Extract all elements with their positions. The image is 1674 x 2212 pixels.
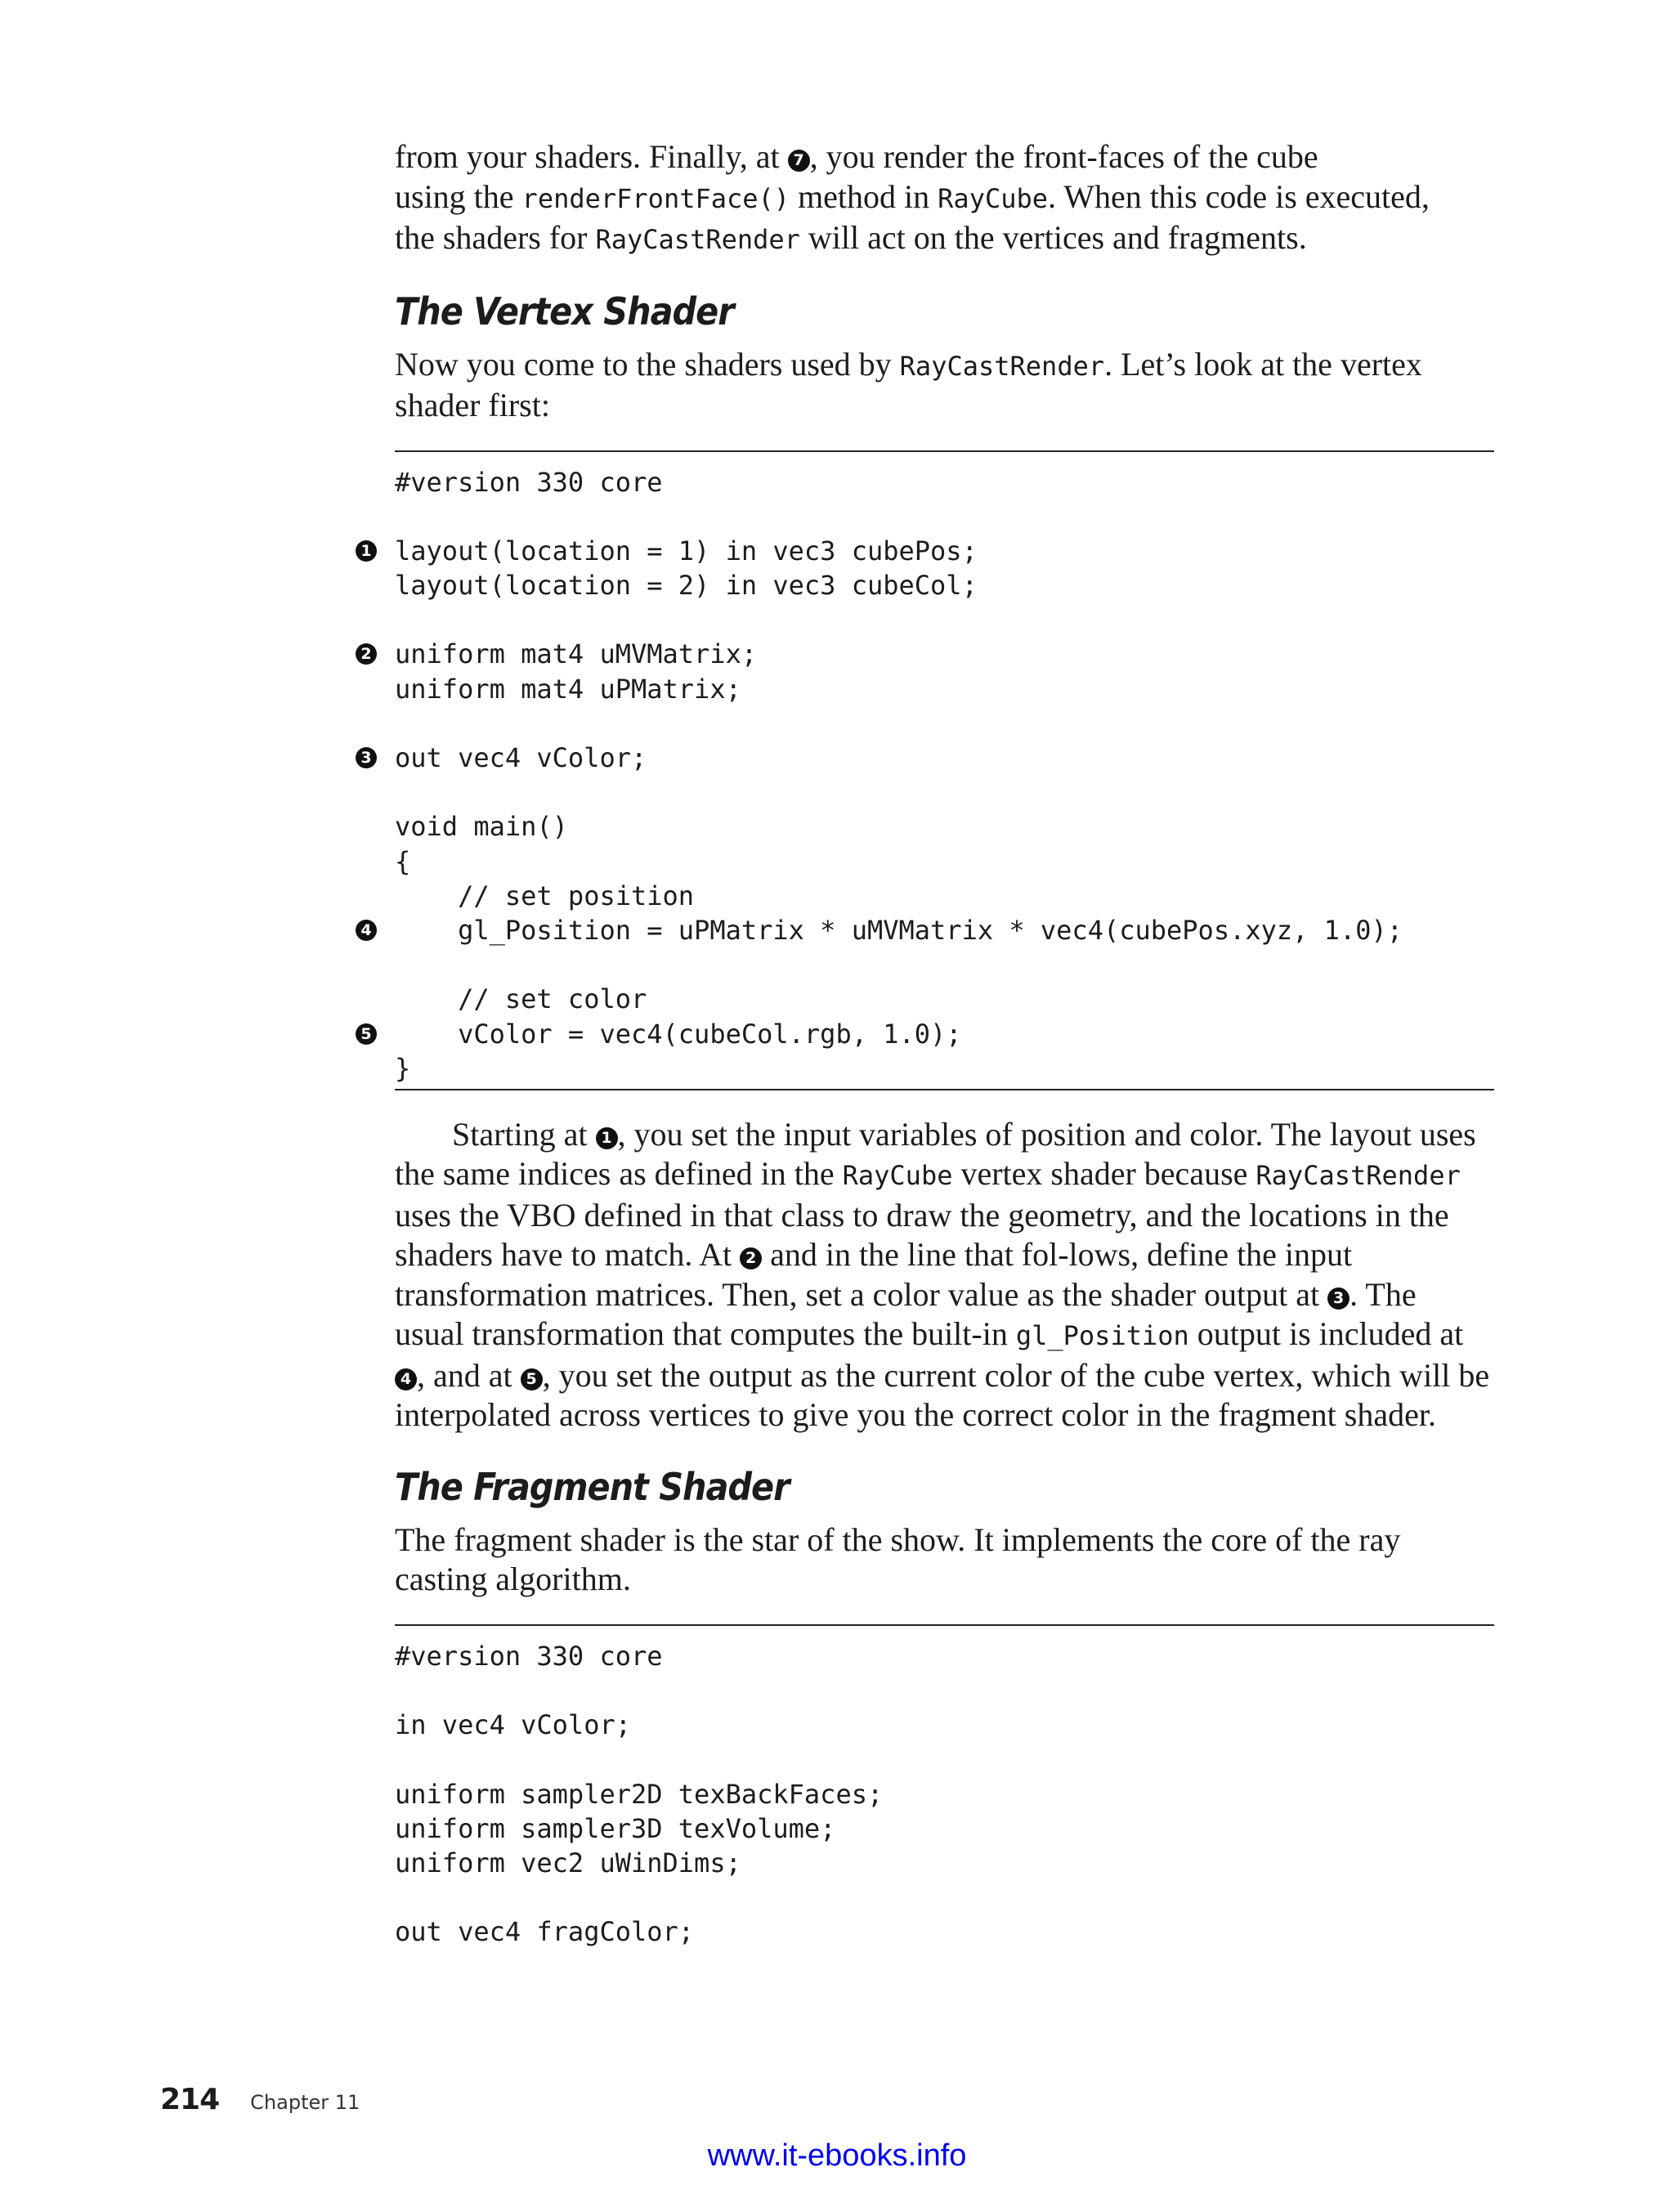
code-line: 3 out vec4 vColor; — [395, 741, 1490, 775]
code-line: uniform mat4 uPMatrix; — [395, 673, 741, 705]
code-line: // set color — [395, 983, 647, 1015]
chapter-label: Chapter 11 — [250, 2091, 360, 2114]
inline-code: gl_Position — [1015, 1320, 1189, 1352]
code-line: // set position — [395, 880, 695, 911]
page-footer — [160, 2083, 360, 2116]
callout-marker-1: 1 — [356, 540, 377, 562]
inline-code: RayCastRender — [899, 350, 1105, 382]
code-line: layout(location = 2) in vec3 cubeCol; — [395, 570, 978, 602]
page-content — [360, 137, 1490, 1950]
page-number: 214 — [160, 2083, 220, 2116]
code-line: 2 uniform mat4 uMVMatrix; — [395, 637, 1490, 671]
code-line: uniform vec2 uWinDims; — [395, 1847, 741, 1878]
fragment-shader-code — [395, 1639, 1490, 1950]
code-line: 1 layout(location = 1) in vec3 cubePos; — [395, 534, 1490, 568]
inline-code: RayCube — [938, 182, 1049, 214]
code-line: 5 vColor = vec4(cubeCol.rgb, 1.0); — [395, 1017, 1490, 1051]
explanation-paragraph: Starting at 1 , you set the input variables of position and color. The layout uses the same indices as defined in the RayCube vertex shader because RayCastRender uses the VBO defined in that class to draw the geometry, and the locations in the shaders have to match. At 2 and in the line that fol-lows, define the input transformation matrices. Then, set a color value as the shader output at 3 . The usual transformation that computes the built-in gl_Position output is included at 4 , and at 5 , you set the output as the current color of the cube vertex, which will be interpolated across vertices to give you the correct color in the fragment shader. — [395, 1115, 1490, 1434]
callout-marker-7: 7 — [788, 150, 810, 172]
callout-marker-3: 3 — [356, 747, 377, 768]
callout-marker-3: 3 — [1327, 1287, 1349, 1310]
callout-marker-4: 4 — [395, 1368, 417, 1390]
code-rule-top — [395, 1624, 1494, 1626]
callout-marker-4: 4 — [356, 920, 377, 941]
inline-code: RayCastRender — [595, 224, 800, 255]
callout-marker-2: 2 — [356, 643, 377, 665]
code-line: } — [395, 1052, 411, 1084]
intro-paragraph: from your shaders. Finally, at 7 , you render the front-faces of the cube using the renderFrontFace() method in RayCube. When this code is executed, the shaders for RayCastRender will act on the vertices and fragments. — [395, 138, 1430, 256]
inline-code: RayCube — [842, 1160, 953, 1192]
callout-marker-5: 5 — [521, 1368, 543, 1390]
inline-code: RayCastRender — [1256, 1160, 1461, 1192]
code-rule-top — [395, 450, 1494, 452]
code-line: in vec4 vColor; — [395, 1709, 631, 1741]
section-heading-vertex-shader: The Vertex Shader — [395, 289, 734, 334]
fragment-intro-paragraph: The fragment shader is the star of the show. It implements the core of the ray casting algorithm. — [395, 1520, 1401, 1598]
code-line: 4 gl_Position = uPMatrix * uMVMatrix * vec4(cubePos.xyz, 1.0); — [395, 913, 1490, 947]
code-line: uniform sampler2D texBackFaces; — [395, 1778, 884, 1810]
section-heading-fragment-shader: The Fragment Shader — [395, 1464, 790, 1509]
code-line: { — [395, 845, 411, 877]
inline-code: renderFrontFace() — [521, 182, 790, 214]
source-url-link[interactable]: www.it-ebooks.info — [707, 2138, 967, 2173]
code-line: void main() — [395, 811, 568, 843]
code-line: #version 330 core — [395, 1640, 663, 1672]
callout-marker-2: 2 — [740, 1247, 762, 1269]
vertex-shader-code — [360, 465, 1490, 1086]
vertex-intro-paragraph: Now you come to the shaders used by RayCastRender. Let’s look at the vertex shader first: — [395, 345, 1422, 423]
code-line: #version 330 core — [395, 466, 663, 498]
code-rule-bottom — [395, 1089, 1494, 1090]
callout-marker-1: 1 — [596, 1127, 618, 1149]
code-line: out vec4 fragColor; — [395, 1916, 695, 1948]
callout-marker-5: 5 — [356, 1023, 377, 1045]
code-line: uniform sampler3D texVolume; — [395, 1812, 836, 1844]
